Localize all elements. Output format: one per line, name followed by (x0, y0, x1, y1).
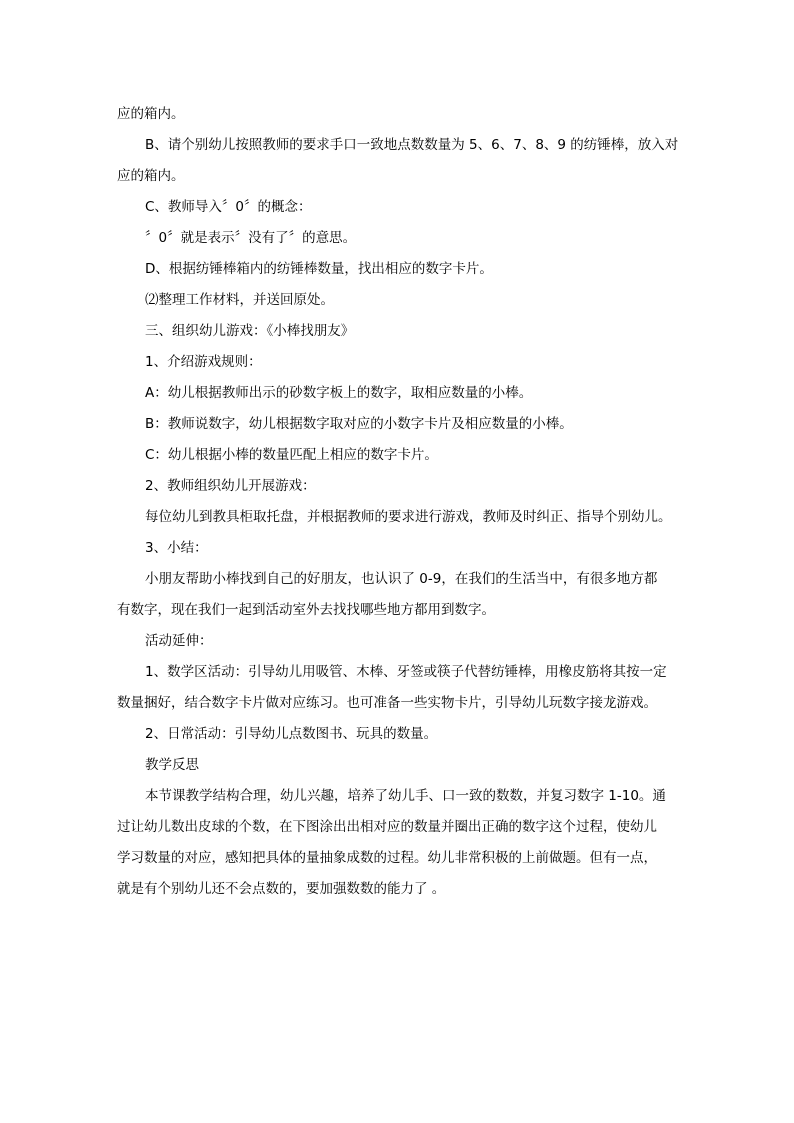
text-line: C、教师导入〞0〞的概念： (145, 199, 312, 215)
text-line: 有数字，现在我们一起到活动室外去找找哪些地方都用到数字。 (117, 602, 495, 618)
text-line: 2、日常活动：引导幼儿点数图书、玩具的数量。 (145, 726, 438, 742)
text-line: 过让幼儿数出皮球的个数，在下图涂出出相对应的数量并圈出正确的数字这个过程，使幼儿 (117, 819, 657, 835)
text-line: 2、教师组织幼儿开展游戏： (145, 478, 316, 494)
text-line: C：幼儿根据小棒的数量匹配上相应的数字卡片。 (145, 447, 438, 463)
document-body (117, 99, 682, 905)
text-line: D、根据纺锤棒箱内的纺锤棒数量，找出相应的数字卡片。 (145, 261, 493, 277)
text-line: 1、介绍游戏规则： (145, 354, 262, 370)
text-line: 3、小结： (145, 540, 208, 556)
text-line: 1、数学区活动：引导幼儿用吸管、木棒、牙签或筷子代替纺锤棒，用橡皮筋将其按一定 (145, 664, 667, 680)
text-line: 就是有个别幼儿还不会点数的，要加强数数的能力了 。 (117, 881, 446, 897)
text-line: 活动延伸： (145, 633, 213, 649)
text-line: 三、组织幼儿游戏：《小棒找朋友》 (145, 323, 355, 339)
text-line: B、请个别幼儿按照教师的要求手口一致地点数数量为 5、6、7、8、9 的纺锤棒，放入对 (145, 137, 679, 153)
text-line: 小朋友帮助小棒找到自己的好朋友，也认识了 0-9，在我们的生活当中，有很多地方都 (145, 571, 658, 587)
text-line: A：幼儿根据教师出示的砂数字板上的数字，取相应数量的小棒。 (145, 385, 533, 401)
text-line: 〞0〞就是表示〞没有了〞的意思。 (145, 230, 357, 246)
text-line: 教学反思 (145, 757, 199, 773)
text-line: 学习数量的对应，感知把具体的量抽象成数的过程。幼儿非常积极的上前做题。但有一点， (117, 850, 657, 866)
text-line: 应的箱内。 (117, 106, 185, 122)
text-line: 应的箱内。 (117, 168, 185, 184)
text-line: ⑵整理工作材料，并送回原处。 (145, 292, 334, 308)
text-line: B：教师说数字，幼儿根据数字取对应的小数字卡片及相应数量的小棒。 (145, 416, 573, 432)
text-line: 每位幼儿到教具柜取托盘，并根据教师的要求进行游戏，教师及时纠正、指导个别幼儿。 (145, 509, 672, 525)
text-line: 本节课教学结构合理，幼儿兴趣，培养了幼儿手、口一致的数数，并复习数字 1-10。通 (145, 788, 666, 804)
text-line: 数量捆好，结合数字卡片做对应练习。也可准备一些实物卡片，引导幼儿玩数字接龙游戏。 (117, 695, 657, 711)
